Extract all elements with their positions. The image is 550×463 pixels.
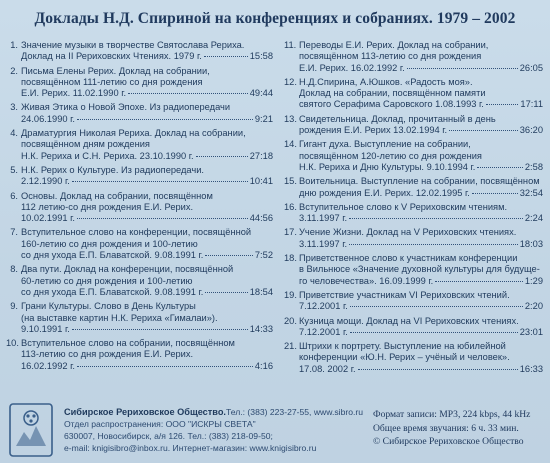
track-final-line [21, 361, 273, 372]
track-item [284, 202, 543, 225]
dotted-leader [77, 218, 248, 219]
track-item [284, 290, 543, 313]
track-title-line: Вступительное слово на конференции, посвящённой [21, 227, 252, 238]
track-description [21, 128, 273, 162]
track-date-text: дню рождения Е.И. Рерих. 12.02.1995 г. [299, 187, 470, 198]
dotted-leader [472, 193, 518, 194]
track-number: 14. [284, 139, 297, 150]
track-date-text: святого Серафима Саровского 1.08.1993 г. [299, 99, 484, 110]
track-title-line: посвящённом 120-летию со дня рождения [299, 150, 482, 161]
track-date-text: Н.К. Рериха и С.Н. Рериха. 23.10.1990 г. [21, 150, 194, 161]
dotted-leader [72, 181, 248, 182]
track-title-line: Драматургия Николая Рериха. Доклад на собрании, [21, 128, 246, 139]
dotted-leader [350, 332, 518, 333]
track-title-line: Свидетельница. Доклад, прочитанный в день [299, 113, 496, 124]
track-title-line: Воительница. Выступление на собрании, посвящённом [299, 176, 540, 187]
track-final-line [21, 250, 273, 261]
track-duration: 10:41 [249, 176, 273, 187]
total-time-line: Общее время звучания: 6 ч. 33 мин. [373, 422, 519, 434]
track-duration: 18:03 [519, 238, 543, 249]
track-number: 17. [284, 227, 297, 238]
track-description [299, 176, 543, 199]
dotted-leader [77, 366, 253, 367]
track-description [21, 301, 273, 335]
track-date-text: го человечества». 16.09.1999 г. [299, 275, 434, 286]
track-final-line [299, 301, 543, 312]
track-final-line [21, 151, 273, 162]
dotted-leader [358, 369, 518, 370]
track-date-text: 3.11.1997 г. [299, 238, 348, 249]
track-duration: 4:16 [254, 360, 273, 371]
track-duration: 1:29 [524, 275, 543, 286]
track-title-line: посвящённом 113-летию со дня рождения [299, 51, 482, 62]
track-number: 18. [284, 253, 297, 264]
copyright-line: © Сибирское Рериховское Общество [373, 436, 524, 447]
track-duration: 15:58 [249, 51, 273, 62]
track-item [6, 40, 273, 63]
track-final-line [21, 51, 273, 62]
track-item [6, 128, 273, 162]
dotted-leader [77, 119, 253, 120]
track-title-line: Вступительное слово к V Рериховским чтениям. [299, 201, 508, 212]
dotted-leader [449, 130, 518, 131]
track-date-text: 2.12.1990 г. [21, 176, 70, 187]
track-number: 9. [10, 301, 18, 312]
track-final-line [299, 213, 543, 224]
track-title-line: Н.К. Рерих о Культуре. Из радиопередачи. [21, 164, 205, 175]
track-title-line: Доклад на собрании, посвящённом памяти [299, 88, 486, 99]
track-number: 3. [10, 102, 18, 113]
track-title-line: Основы. Доклад на собрании, посвящённом [21, 190, 213, 201]
track-number: 10. [6, 338, 19, 349]
track-list-right [284, 40, 543, 378]
track-final-line [21, 114, 273, 125]
track-description [299, 253, 543, 287]
track-date-text: 9.10.1991 г. [21, 323, 70, 334]
track-description [21, 338, 273, 372]
track-date-text: 3.11.1997 г. [299, 213, 348, 224]
track-title-line: Два пути. Доклад на конференции, посвящённой [21, 264, 234, 275]
track-duration: 2:24 [524, 213, 543, 224]
track-date-text: рождения Е.И. Рерих 13.02.1994 г. [299, 125, 448, 136]
track-duration: 32:54 [519, 187, 543, 198]
track-duration: 23:01 [519, 326, 543, 337]
track-number: 8. [10, 264, 18, 275]
org-contacts: Тел.: (383) 223-27-55, www.sibro.ru [225, 407, 364, 417]
recording-meta [373, 408, 530, 449]
track-final-line [299, 188, 543, 199]
track-item [6, 301, 273, 335]
sibro-logo-icon [8, 402, 54, 458]
track-title-line: в Вильнюсе «Значение духовной культуры для будуще- [299, 264, 540, 275]
track-title-line: (на выставке картин Н.К. Рериха «Гималаи»). [21, 312, 218, 323]
format-line: Формат записи: MP3, 224 kbps, 44 kHz [373, 409, 531, 420]
track-duration: 2:20 [524, 301, 543, 312]
track-description [299, 114, 543, 137]
track-item [284, 114, 543, 137]
track-date-text: 24.06.1990 г. [21, 113, 75, 124]
track-description [21, 227, 273, 261]
track-duration: 7:52 [254, 250, 273, 261]
track-item [6, 66, 273, 100]
track-description [21, 102, 273, 125]
track-item [284, 316, 543, 339]
track-number: 6. [10, 190, 18, 201]
dotted-leader [349, 218, 523, 219]
publisher-info [64, 406, 363, 454]
track-number: 16. [284, 201, 297, 212]
track-date-text: со дня ухода Е.П. Блаватской. 9.08.1991 г. [21, 286, 204, 297]
track-date-text: 7.12.2001 г. [299, 301, 348, 312]
track-final-line [21, 176, 273, 187]
track-title-line: Значение музыки в творчестве Святослава Рериха. [21, 40, 245, 50]
track-duration: 44:56 [249, 213, 273, 224]
track-date-text: 10.02.1991 г. [21, 213, 75, 224]
track-final-line [299, 125, 543, 136]
org-name: Сибирское Рериховское Общество. [64, 407, 226, 417]
track-duration: 2:58 [524, 161, 543, 172]
track-description [299, 341, 543, 375]
track-number: 2. [10, 65, 18, 76]
track-description [299, 316, 543, 339]
track-date-text: Е.И. Рерих. 11.02.1990 г. [21, 88, 127, 99]
dotted-leader [205, 255, 253, 256]
track-final-line [299, 162, 543, 173]
footer [0, 400, 550, 463]
track-description [299, 202, 543, 225]
track-title-line: Учение Жизни. Доклад на V Рериховских чтениях. [299, 227, 517, 238]
track-date-text: Н.К. Рериха и Дню Культуры. 9.10.1994 г. [299, 161, 476, 172]
track-list-left [6, 40, 273, 375]
track-item [6, 165, 273, 188]
track-item [284, 77, 543, 111]
distribution-line: Отдел распространения: ООО "ИСКРЫ СВЕТА" [64, 419, 256, 429]
track-description [299, 227, 543, 250]
track-duration: 17:11 [520, 99, 543, 110]
track-title-line: посвящённом 111-летию со дня рождения [21, 76, 203, 87]
track-duration: 14:33 [249, 323, 273, 334]
track-number: 11. [284, 40, 297, 50]
dotted-leader [204, 56, 248, 57]
track-item [284, 139, 543, 173]
track-date-text: 17.08. 2002 г. [299, 363, 356, 374]
dotted-leader [407, 68, 518, 69]
track-number: 4. [10, 128, 18, 139]
track-date-text: 16.02.1992 г. [21, 360, 75, 371]
dotted-leader [486, 104, 519, 105]
track-description [21, 264, 273, 298]
track-description [21, 40, 273, 63]
track-final-line [299, 63, 543, 74]
track-title-line: Гигант духа. Выступление на собрании, [299, 139, 471, 150]
track-item [284, 227, 543, 250]
track-date-text: со дня ухода Е.П. Блаватской. 9.08.1991 г. [21, 250, 204, 261]
track-item [6, 191, 273, 225]
track-number: 5. [10, 164, 18, 175]
track-title-line: конференции «Ю.Н. Рерих – учёный и человек». [299, 352, 510, 363]
track-number: 15. [284, 176, 297, 187]
track-number: 21. [284, 341, 297, 352]
track-item [284, 40, 543, 74]
track-duration: 26:05 [519, 62, 543, 73]
track-description [21, 66, 273, 100]
track-description [299, 40, 543, 74]
dotted-leader [72, 329, 248, 330]
track-description [21, 165, 273, 188]
track-number: 13. [284, 113, 297, 124]
track-title-line: Переводы Е.И. Рерих. Доклад на собрании, [299, 40, 489, 50]
email-line: e-mail: knigisibro@inbox.ru. Интернет-магазин: www.knigisibro.ru [64, 443, 317, 453]
page-title: Доклады Н.Д. Спириной на конференциях и собраниях. 1979 – 2002 [34, 10, 516, 27]
track-title-line: Приветствие участникам VI Рериховских чтений. [299, 289, 510, 300]
track-final-line [299, 327, 543, 338]
dotted-leader [435, 281, 523, 282]
track-duration: 49:44 [249, 88, 273, 99]
track-description [299, 139, 543, 173]
track-title-line: 160-летию со дня рождения и 100-летию [21, 238, 198, 249]
track-duration: 16:33 [519, 363, 543, 374]
track-final-line [21, 324, 273, 335]
track-title-line: Грани Культуры. Слово в День Культуры [21, 301, 196, 312]
track-final-line [299, 239, 543, 250]
dotted-leader [350, 306, 523, 307]
track-item [284, 253, 543, 287]
track-date-text: 7.12.2001 г. [299, 326, 348, 337]
dotted-leader [205, 292, 247, 293]
track-number: 19. [284, 289, 297, 300]
track-item [6, 227, 273, 261]
track-number: 7. [10, 227, 18, 238]
track-title-line: Штрихи к портрету. Выступление на юбилейной [299, 341, 506, 352]
track-description [21, 191, 273, 225]
track-final-line [21, 88, 273, 99]
track-final-line [299, 364, 543, 375]
track-item [6, 264, 273, 298]
track-title-line: Живая Этика о Новой Эпохе. Из радиопередачи [21, 102, 231, 113]
track-title-line: 60-летию со дня рождения и 100-летию [21, 275, 193, 286]
track-final-line [21, 287, 273, 298]
track-duration: 18:54 [249, 286, 273, 297]
track-item [6, 102, 273, 125]
track-description [299, 290, 543, 313]
track-number: 1. [10, 40, 18, 50]
track-duration: 27:18 [249, 150, 273, 161]
track-title-line: Вступительное слово на собрании, посвящённом [21, 338, 235, 349]
dotted-leader [196, 156, 248, 157]
track-duration: 9:21 [254, 113, 273, 124]
track-title-line: Приветственное слово к участникам конференции [299, 253, 518, 264]
track-number: 12. [284, 76, 297, 87]
track-title-line: 112 летию-со дня рождения Е.И. Рерих. [21, 201, 194, 212]
track-date-text: Е.И. Рерих. 16.02.1992 г. [299, 62, 405, 73]
track-title-line: 113-летию со дня рождения Е.И. Рерих. [21, 349, 194, 360]
track-title-line: Кузница мощи. Доклад на VI Рериховских чтениях. [299, 315, 519, 326]
track-number: 20. [284, 315, 297, 326]
track-title-line: Письма Елены Рерих. Доклад на собрании, [21, 65, 210, 76]
track-duration: 36:20 [519, 125, 543, 136]
track-title-line: посвящённом дням рождения [21, 139, 150, 150]
track-description [299, 77, 543, 111]
track-item [284, 176, 543, 199]
track-final-line [299, 276, 543, 287]
dotted-leader [128, 93, 248, 94]
track-title-line: Н.Д.Спирина, А.Юшков. «Радость моя». [299, 76, 473, 87]
dotted-leader [477, 167, 523, 168]
dotted-leader [349, 244, 518, 245]
track-final-line [299, 99, 543, 110]
track-item [284, 341, 543, 375]
track-item [6, 338, 273, 372]
track-final-line [21, 213, 273, 224]
address-line: 630007, Новосибирск, а/я 126. Тел.: (383) 218-09-50; [64, 431, 273, 441]
track-date-text: Доклад на II Рериховских Чтениях. 1979 г. [21, 51, 202, 62]
